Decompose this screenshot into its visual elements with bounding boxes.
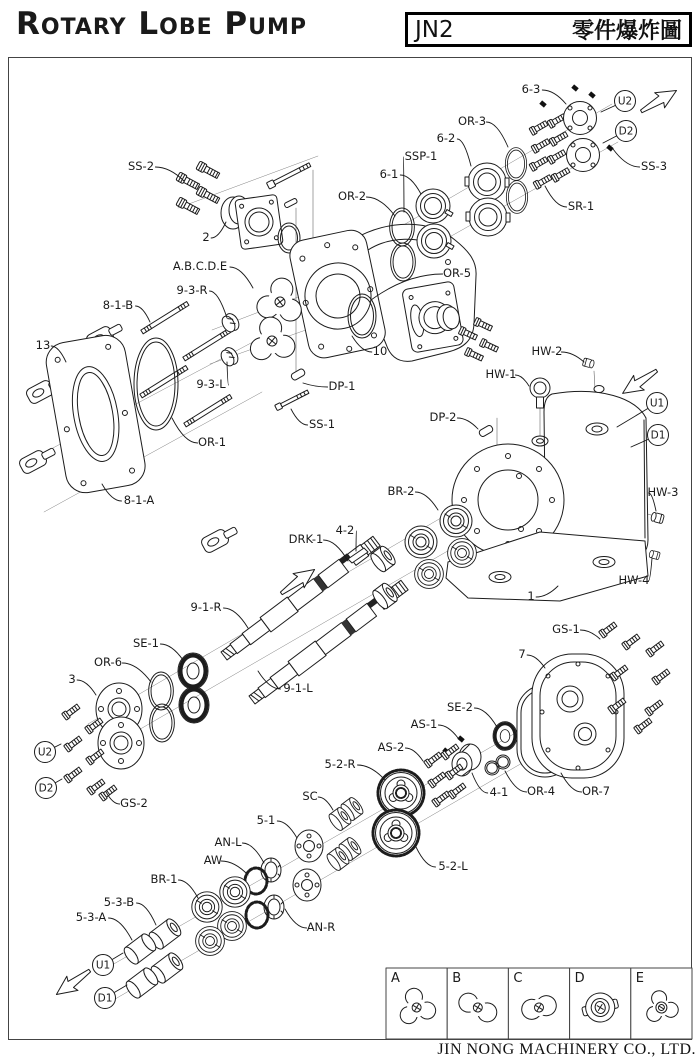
part-label-SC — [302, 789, 333, 810]
svg-text:HW-2: HW-2 — [531, 344, 563, 358]
part-shafts-and-bearings — [62, 505, 477, 801]
svg-text:A: A — [391, 971, 400, 986]
svg-text:8-1-A: 8-1-A — [123, 493, 155, 507]
direction-arrow-icon — [637, 83, 682, 119]
part-label-OR-3 — [458, 114, 508, 147]
svg-text:SR-1: SR-1 — [567, 199, 595, 213]
svg-text:DRK-1: DRK-1 — [288, 532, 324, 546]
rotor-variant-box-e — [631, 968, 692, 1039]
svg-text:9-3-L: 9-3-L — [196, 377, 226, 391]
rotor-variant-box-b — [447, 968, 508, 1039]
svg-text:5-1: 5-1 — [256, 813, 276, 827]
svg-text:AW: AW — [203, 853, 223, 867]
part-front-cover-group — [18, 302, 240, 555]
rotor-variant-box-a — [386, 968, 447, 1039]
svg-text:D2: D2 — [38, 782, 54, 795]
svg-text:DP-1: DP-1 — [328, 379, 356, 393]
part-label-BR-1 — [151, 872, 198, 898]
circled-label-D2 — [603, 121, 637, 144]
svg-text:4-1: 4-1 — [489, 785, 509, 799]
part-label-SE-2 — [447, 700, 497, 727]
svg-text:OR-3: OR-3 — [457, 114, 487, 128]
part-label-9-1-R — [191, 600, 248, 628]
svg-text:4-2: 4-2 — [335, 523, 355, 537]
part-label-DP-1 — [303, 379, 356, 393]
part-label-9-3-L — [196, 362, 228, 391]
svg-text:1: 1 — [527, 589, 535, 603]
svg-text:SS-1: SS-1 — [308, 417, 336, 431]
svg-text:U1: U1 — [95, 959, 111, 972]
svg-text:B: B — [452, 971, 462, 986]
svg-text:5-2-L: 5-2-L — [438, 859, 468, 873]
svg-text:OR-1: OR-1 — [197, 435, 227, 449]
part-inlet-flange-2-group — [176, 161, 312, 253]
part-label-GS-2 — [106, 792, 148, 810]
circled-label-U1 — [93, 953, 124, 976]
part-cover-plate-13 — [43, 332, 148, 496]
part-timing-gear-52l — [373, 810, 419, 856]
part-bearing-br1 — [192, 892, 222, 922]
svg-text:U2: U2 — [617, 95, 633, 108]
svg-text:9-3-R: 9-3-R — [176, 283, 208, 297]
svg-text:SE-1: SE-1 — [132, 636, 160, 650]
svg-text:BR-1: BR-1 — [150, 872, 178, 886]
part-label-5-1 — [257, 813, 297, 838]
svg-text:SS-2: SS-2 — [127, 159, 155, 173]
page-title: Rotary Lobe Pump — [16, 6, 308, 42]
svg-text:HW-4: HW-4 — [618, 573, 650, 587]
svg-text:HW-1: HW-1 — [485, 367, 517, 381]
part-label-SS-3 — [613, 149, 667, 173]
part-retainer-5-1 — [293, 830, 323, 901]
svg-text:SE-2: SE-2 — [446, 700, 474, 714]
part-label-8-1-B — [103, 298, 150, 322]
part-rotor-nut-93l — [218, 345, 240, 368]
part-label-4-1 — [472, 773, 508, 799]
svg-text:D1: D1 — [97, 992, 113, 1005]
part-label-6-2 — [437, 131, 471, 166]
svg-text:OR-4: OR-4 — [526, 784, 556, 798]
svg-text:HW-3: HW-3 — [647, 485, 679, 499]
svg-text:6-3: 6-3 — [521, 82, 541, 96]
svg-text:U1: U1 — [649, 397, 665, 410]
svg-text:5-2-R: 5-2-R — [324, 757, 356, 771]
part-label-3 — [68, 672, 96, 695]
svg-text:8-1-B: 8-1-B — [102, 298, 134, 312]
company-name: JIN NONG MACHINERY CO., LTD. — [437, 1041, 696, 1058]
svg-text:10: 10 — [372, 344, 388, 358]
part-bearing-br2 — [440, 505, 472, 537]
circled-label-D1 — [95, 985, 128, 1009]
part-label-4-2 — [336, 523, 357, 551]
svg-text:AS-2: AS-2 — [377, 740, 405, 754]
svg-text:SS-3: SS-3 — [640, 159, 668, 173]
part-plug-hw2 — [582, 358, 595, 369]
rotor-variant-box-c — [508, 968, 569, 1039]
rotor-variant-insets — [386, 968, 692, 1039]
svg-text:5-3-A: 5-3-A — [75, 910, 107, 924]
part-label-SS-2 — [128, 159, 184, 181]
svg-text:3: 3 — [68, 672, 76, 686]
part-label-OR-6 — [94, 655, 151, 682]
part-label-HW-2 — [531, 344, 584, 362]
part-label-DP-2 — [429, 410, 478, 429]
part-label-5-2-R — [325, 757, 385, 780]
direction-arrow-icon — [51, 964, 95, 1002]
svg-text:OR-5: OR-5 — [442, 266, 472, 280]
part-gland-flange-3 — [96, 683, 144, 769]
svg-text:7: 7 — [518, 647, 526, 661]
svg-text:OR-6: OR-6 — [93, 655, 123, 669]
part-label-AS-2 — [378, 740, 423, 761]
part-bearing-br1 — [220, 877, 250, 907]
part-label-5-2-L — [416, 847, 468, 873]
part-label-SS-1 — [291, 409, 335, 431]
part-label-AW — [204, 853, 248, 875]
part-plug-hw3 — [650, 512, 664, 524]
svg-text:5-3-B: 5-3-B — [103, 895, 135, 909]
svg-text:OR-7: OR-7 — [581, 784, 611, 798]
svg-text:E: E — [635, 971, 645, 986]
svg-text:D1: D1 — [650, 429, 666, 442]
part-bearing-br1 — [196, 927, 225, 956]
svg-text:AS-1: AS-1 — [410, 717, 438, 731]
drawing-title-chinese: 零件爆炸圖 — [571, 18, 682, 43]
part-dowel-dp2 — [478, 424, 494, 437]
drawing-number: JN2 — [415, 16, 454, 43]
part-label-GS-1 — [552, 622, 600, 639]
part-seal-se1 — [179, 687, 209, 723]
part-screw-ss1 — [275, 389, 310, 411]
part-label-SE-1 — [133, 636, 183, 660]
part-label-6-3 — [522, 82, 566, 104]
circled-label-D2 — [36, 778, 63, 799]
part-label-9-3-R — [177, 283, 227, 318]
svg-text:D2: D2 — [618, 125, 634, 138]
part-mech-seal-train — [390, 84, 614, 281]
svg-text:GS-2: GS-2 — [120, 796, 148, 810]
part-label-OR-2 — [338, 189, 395, 216]
part-bearing-br2 — [448, 539, 477, 568]
part-label-AN-R — [285, 909, 335, 934]
part-gearbox-body-1 — [446, 358, 664, 601]
svg-text:SC: SC — [302, 789, 318, 803]
part-label-AS-1 — [411, 717, 458, 738]
part-label-5-3-B — [104, 895, 156, 925]
svg-text:9-1-L: 9-1-L — [283, 681, 313, 695]
part-lockwasher-aw — [246, 902, 268, 928]
part-label-OR-1 — [172, 418, 226, 449]
part-label-5-3-A — [76, 910, 132, 940]
part-label-BR-2 — [388, 484, 438, 510]
part-dowel-dp1 — [290, 368, 306, 381]
svg-text:6-1: 6-1 — [379, 167, 399, 181]
part-seal-se1 — [178, 653, 208, 689]
svg-text:6-2: 6-2 — [436, 131, 456, 145]
svg-text:GS-1: GS-1 — [552, 622, 580, 636]
svg-text:13: 13 — [35, 338, 51, 352]
svg-text:9-1-R: 9-1-R — [190, 600, 222, 614]
part-bearing-br2 — [415, 560, 444, 589]
part-label-6-1 — [380, 167, 421, 194]
part-label-HW-3 — [647, 485, 678, 511]
part-label-7 — [518, 647, 545, 668]
svg-text:AN-L: AN-L — [214, 835, 242, 849]
part-plug-hw4 — [649, 550, 661, 560]
svg-text:U2: U2 — [37, 746, 53, 759]
svg-text:C: C — [513, 971, 523, 986]
circled-label-U2 — [601, 91, 636, 113]
part-label-SR-1 — [545, 186, 594, 213]
part-bearing-br2 — [405, 526, 437, 558]
svg-text:AN-R: AN-R — [306, 920, 336, 934]
part-rotors-abcde — [218, 275, 305, 368]
part-gear-cover-7 — [532, 654, 624, 778]
svg-text:SSP-1: SSP-1 — [404, 149, 438, 163]
svg-text:A.B.C.D.E: A.B.C.D.E — [172, 259, 228, 273]
part-rotor-nut-93r — [219, 311, 241, 334]
part-label-2 — [202, 222, 226, 244]
svg-text:2: 2 — [202, 230, 210, 244]
svg-text:OR-2: OR-2 — [337, 189, 367, 203]
svg-text:DP-2: DP-2 — [429, 410, 457, 424]
part-label-HW-1 — [485, 367, 529, 386]
svg-text:BR-2: BR-2 — [387, 484, 415, 498]
rotor-variant-box-d — [570, 968, 631, 1039]
circled-label-U2 — [35, 742, 62, 763]
svg-text:D: D — [574, 971, 585, 986]
